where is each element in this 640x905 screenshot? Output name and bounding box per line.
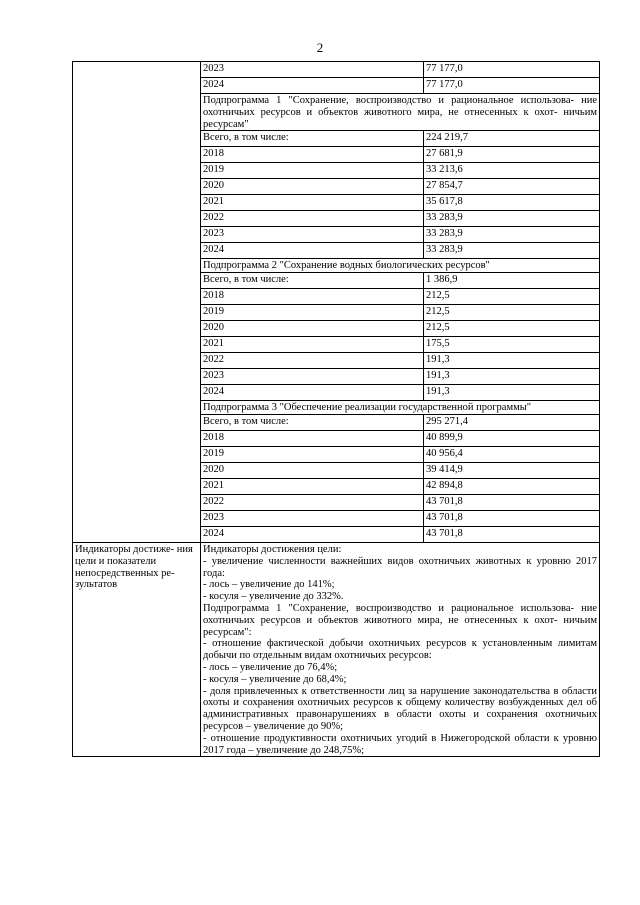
period-label: Всего, в том числе: bbox=[201, 414, 424, 430]
amount-value: 224 219,7 bbox=[424, 131, 600, 147]
period-label: 2023 bbox=[201, 369, 424, 385]
period-label: 2021 bbox=[201, 195, 424, 211]
period-label: 2019 bbox=[201, 305, 424, 321]
indicators-title: Индикаторы достижения цели: bbox=[203, 543, 342, 555]
period-label: Всего, в том числе: bbox=[201, 131, 424, 147]
period-label: 2019 bbox=[201, 446, 424, 462]
table-body bbox=[73, 62, 600, 757]
amount-value: 42 894,8 bbox=[424, 478, 600, 494]
period-label: 2022 bbox=[201, 353, 424, 369]
period-label: 2024 bbox=[201, 78, 424, 94]
period-label: 2023 bbox=[201, 62, 424, 78]
amount-value: 1 386,9 bbox=[424, 273, 600, 289]
indicator-line: - увеличение численности важнейших видов охотничьих животных к уровню 2017 года: bbox=[203, 555, 597, 579]
amount-value: 27 854,7 bbox=[424, 179, 600, 195]
amount-value: 191,3 bbox=[424, 353, 600, 369]
amount-value: 191,3 bbox=[424, 385, 600, 401]
period-label: 2024 bbox=[201, 243, 424, 259]
indicators-row bbox=[73, 542, 600, 756]
period-label: 2018 bbox=[201, 147, 424, 163]
period-label: 2024 bbox=[201, 385, 424, 401]
indicator-line: - косуля – увеличение до 68,4%; bbox=[203, 673, 347, 685]
period-label: 2024 bbox=[201, 526, 424, 542]
period-label: 2020 bbox=[201, 179, 424, 195]
amount-value: 33 283,9 bbox=[424, 227, 600, 243]
amount-value: 43 701,8 bbox=[424, 510, 600, 526]
amount-value: 77 177,0 bbox=[424, 78, 600, 94]
amount-value: 43 701,8 bbox=[424, 526, 600, 542]
period-label: 2022 bbox=[201, 211, 424, 227]
amount-value: 35 617,8 bbox=[424, 195, 600, 211]
period-label: 2020 bbox=[201, 462, 424, 478]
indicator-line: - доля привлеченных к ответственности лиц за нарушение законодательства в области охоты и сохранения охотничьих ресурсов к общему количеству возбужденных дел об административных правонарушениях в области охоты и сохранения охотничьих ресурсов – увеличение до 90%; bbox=[203, 685, 597, 732]
amount-value: 33 283,9 bbox=[424, 243, 600, 259]
period-label: 2023 bbox=[201, 510, 424, 526]
indicator-line: - отношение фактической добычи охотничьих ресурсов к установленным лимитам добычи по отдельным видам охотничьих ресурсов: bbox=[203, 638, 597, 662]
indicators-content bbox=[201, 542, 600, 756]
amount-value: 27 681,9 bbox=[424, 147, 600, 163]
period-label: 2022 bbox=[201, 494, 424, 510]
amount-value: 212,5 bbox=[424, 321, 600, 337]
indicator-line: Подпрограмма 1 "Сохранение, воспроизводство и рациональное использова- ние охотничьих ресурсов и объектов животного мира, не отнесенных к охот- ничьим ресурсам": bbox=[203, 602, 597, 638]
page-number: 2 bbox=[316, 40, 324, 55]
indicator-line: - лось – увеличение до 76,4%; bbox=[203, 661, 338, 673]
left-label-cell bbox=[73, 62, 201, 543]
amount-value: 40 899,9 bbox=[424, 430, 600, 446]
subprogram-title: Подпрограмма 2 "Сохранение водных биологических ресурсов" bbox=[201, 259, 600, 273]
amount-value: 33 283,9 bbox=[424, 211, 600, 227]
amount-value: 191,3 bbox=[424, 369, 600, 385]
indicator-line: - отношение продуктивности охотничьих угодий в Нижегородской области к уровню 2017 года – увеличение до 248,75%; bbox=[203, 732, 597, 756]
passport-table bbox=[72, 61, 600, 757]
indicator-line: - косуля – увеличение до 332%. bbox=[203, 591, 344, 603]
period-label: 2020 bbox=[201, 321, 424, 337]
period-label: 2021 bbox=[201, 478, 424, 494]
amount-value: 175,5 bbox=[424, 337, 600, 353]
period-label: 2018 bbox=[201, 289, 424, 305]
amount-value: 212,5 bbox=[424, 305, 600, 321]
subprogram-title: Подпрограмма 1 "Сохранение, воспроизводство и рациональное использова- ние охотничьих ресурсов и объектов животного мира, не отнесенных к охот- ничьим ресурсам" bbox=[201, 94, 600, 131]
subprogram-title: Подпрограмма 3 "Обеспечение реализации государственной программы" bbox=[201, 401, 600, 415]
amount-value: 295 271,4 bbox=[424, 414, 600, 430]
amount-value: 40 956,4 bbox=[424, 446, 600, 462]
finance-row bbox=[73, 62, 600, 78]
period-label: 2019 bbox=[201, 163, 424, 179]
period-label: 2021 bbox=[201, 337, 424, 353]
period-label: Всего, в том числе: bbox=[201, 273, 424, 289]
amount-value: 43 701,8 bbox=[424, 494, 600, 510]
indicators-label: Индикаторы достиже- ния цели и показатели непосредственных ре- зультатов bbox=[73, 542, 201, 756]
amount-value: 212,5 bbox=[424, 289, 600, 305]
amount-value: 33 213,6 bbox=[424, 163, 600, 179]
amount-value: 39 414,9 bbox=[424, 462, 600, 478]
period-label: 2023 bbox=[201, 227, 424, 243]
period-label: 2018 bbox=[201, 430, 424, 446]
indicator-line: - лось – увеличение до 141%; bbox=[203, 579, 335, 591]
amount-value: 77 177,0 bbox=[424, 62, 600, 78]
